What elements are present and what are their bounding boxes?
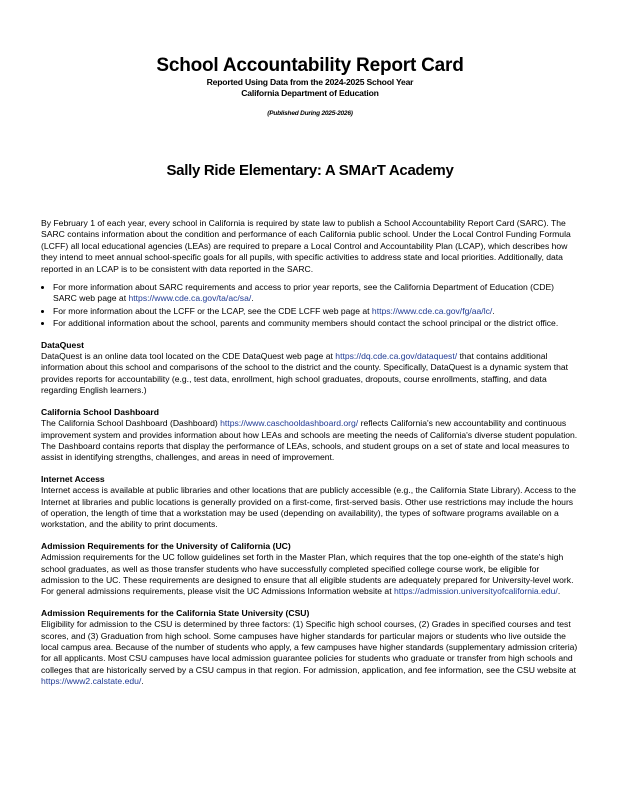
section-text: Admission requirements for the UC follow guidelines set forth in the Master Plan, which requires that the top one-eighth of the state's high school graduates, as well as those transfer students who have successfully completed specified college course work, be eligible for admission to the UC. These requirements are designed to ensure that all eligible students are adequately prepared for University-level work. For general admissions requirements, please visit the UC Admissions Information website at [41, 552, 574, 597]
report-subtitle-agency: California Department of Education [241, 88, 379, 98]
sarc-link[interactable]: https://www.cde.ca.gov/ta/ac/sa/ [128, 293, 252, 304]
section-text-end: reflects California's new accountability and continuous improvement system and provides information about how LEAs and schools are meeting the needs of California's diverse student population. The Dashboard contains reports that display the performance of LEAs, schools, and student groups on a set of state and local measures to assist in identifying strengths, challenges, and areas in need of improvement. [41, 418, 578, 463]
section-text: The California School Dashboard (Dashboard) [41, 418, 221, 429]
section-text-end: . [141, 676, 144, 687]
section-body [41, 619, 579, 687]
list-item [53, 318, 579, 329]
intro-paragraph: By February 1 of each year, every school in California is required by state law to publish a School Accountability Report Card (SARC). The SARC contains information about the condition and performance of each California public school. Under the Local Control Funding Formula (LCFF) all local educational agencies (LEAs) are required to prepare a Local Control and Accountability Plan (LCAP), which describes how they intend to meet annual school-specific goals for all pupils, with specific activities to address state and local priorities. Additionally, data reported in an LCAP is to be consistent with data reported in the SARC. [41, 218, 571, 274]
section-body [41, 351, 579, 397]
list-item [53, 306, 579, 317]
report-title: School Accountability Report Card [156, 55, 464, 76]
section-heading: Admission Requirements for the University of California (UC) [41, 540, 291, 551]
internet-section [41, 474, 579, 531]
bullet-text-end: . [251, 293, 254, 304]
dashboard-link[interactable]: https://www.caschooldashboard.org/ [220, 418, 359, 429]
bullet-text-end: . [492, 305, 495, 316]
report-subtitle-year: Reported Using Data from the 2024-2025 School Year [206, 77, 414, 87]
bullet-text: For more information about SARC requirements and access to prior year reports, see the California Department of Education (CDE) SARC web page at [53, 282, 555, 304]
lcff-link[interactable]: https://www.cde.ca.gov/fg/aa/lc/ [371, 305, 493, 316]
csu-section [41, 608, 579, 688]
section-text-end: . [557, 586, 561, 597]
dashboard-section [41, 407, 579, 464]
section-text-end: that contains additional information about this school and comparisons of the school to the district and the county. Specifically, DataQuest is a dynamic system that provides reports for accountability (e.g., test data, enrollment, high school graduates, dropouts, course enrollments, staffing, and data regarding English learners.) [41, 351, 569, 396]
bullet-text: For more information about the LCFF or the LCAP, see the CDE LCFF web page at [53, 305, 372, 316]
info-bullet-list [41, 282, 579, 330]
section-text: Eligibility for admission to the CSU is determined by three factors: (1) Specific high school courses, (2) Grades in specified courses and test scores, and (3) Graduation from high school. Some campuses have higher standards for particular majors or students who live outside the local campus area. Because of the number of students who apply, a few campuses have higher standards (supplementary admission criteria) for all applicants. Most CSU campuses have local admission guarantee policies for students who graduate or transfer from high schools and colleges that are historically served by a CSU campus in that region. For admission, application, and fee information, see the CSU website at [41, 619, 578, 675]
published-note: (Published During 2025-2026) [267, 110, 353, 117]
section-heading: Admission Requirements for the California State University (CSU) [41, 607, 310, 618]
dataquest-link[interactable]: https://dq.cde.ca.gov/dataquest/ [335, 351, 458, 362]
section-heading: California School Dashboard [41, 406, 159, 417]
uc-section [41, 541, 579, 598]
csu-link[interactable]: https://www2.calstate.edu/ [41, 676, 142, 687]
uc-admissions-link[interactable]: https://admission.universityofcalifornia.edu/ [393, 586, 558, 597]
list-item [53, 282, 579, 305]
bullet-text: For additional information about the school, parents and community members should contact the school principal or the district office. [53, 318, 559, 329]
section-heading: Internet Access [41, 473, 105, 484]
section-text: DataQuest is an online data tool located on the CDE DataQuest web page at [41, 351, 336, 362]
section-body: Internet access is available at public libraries and other locations that are publicly accessible (e.g., the California State Library). Access to the Internet at libraries and public locations is generally provided on a first-come, first-served basis. Other use restrictions may include the hours of operation, the length of time that a workstation may be used (depending on availability), the types of software programs available on a workstation, and the ability to print documents. [41, 485, 576, 530]
dataquest-section [41, 340, 579, 397]
section-body [41, 552, 579, 598]
section-heading: DataQuest [41, 339, 84, 350]
section-body [41, 418, 579, 464]
school-name: Sally Ride Elementary: A SMArT Academy [166, 162, 454, 179]
